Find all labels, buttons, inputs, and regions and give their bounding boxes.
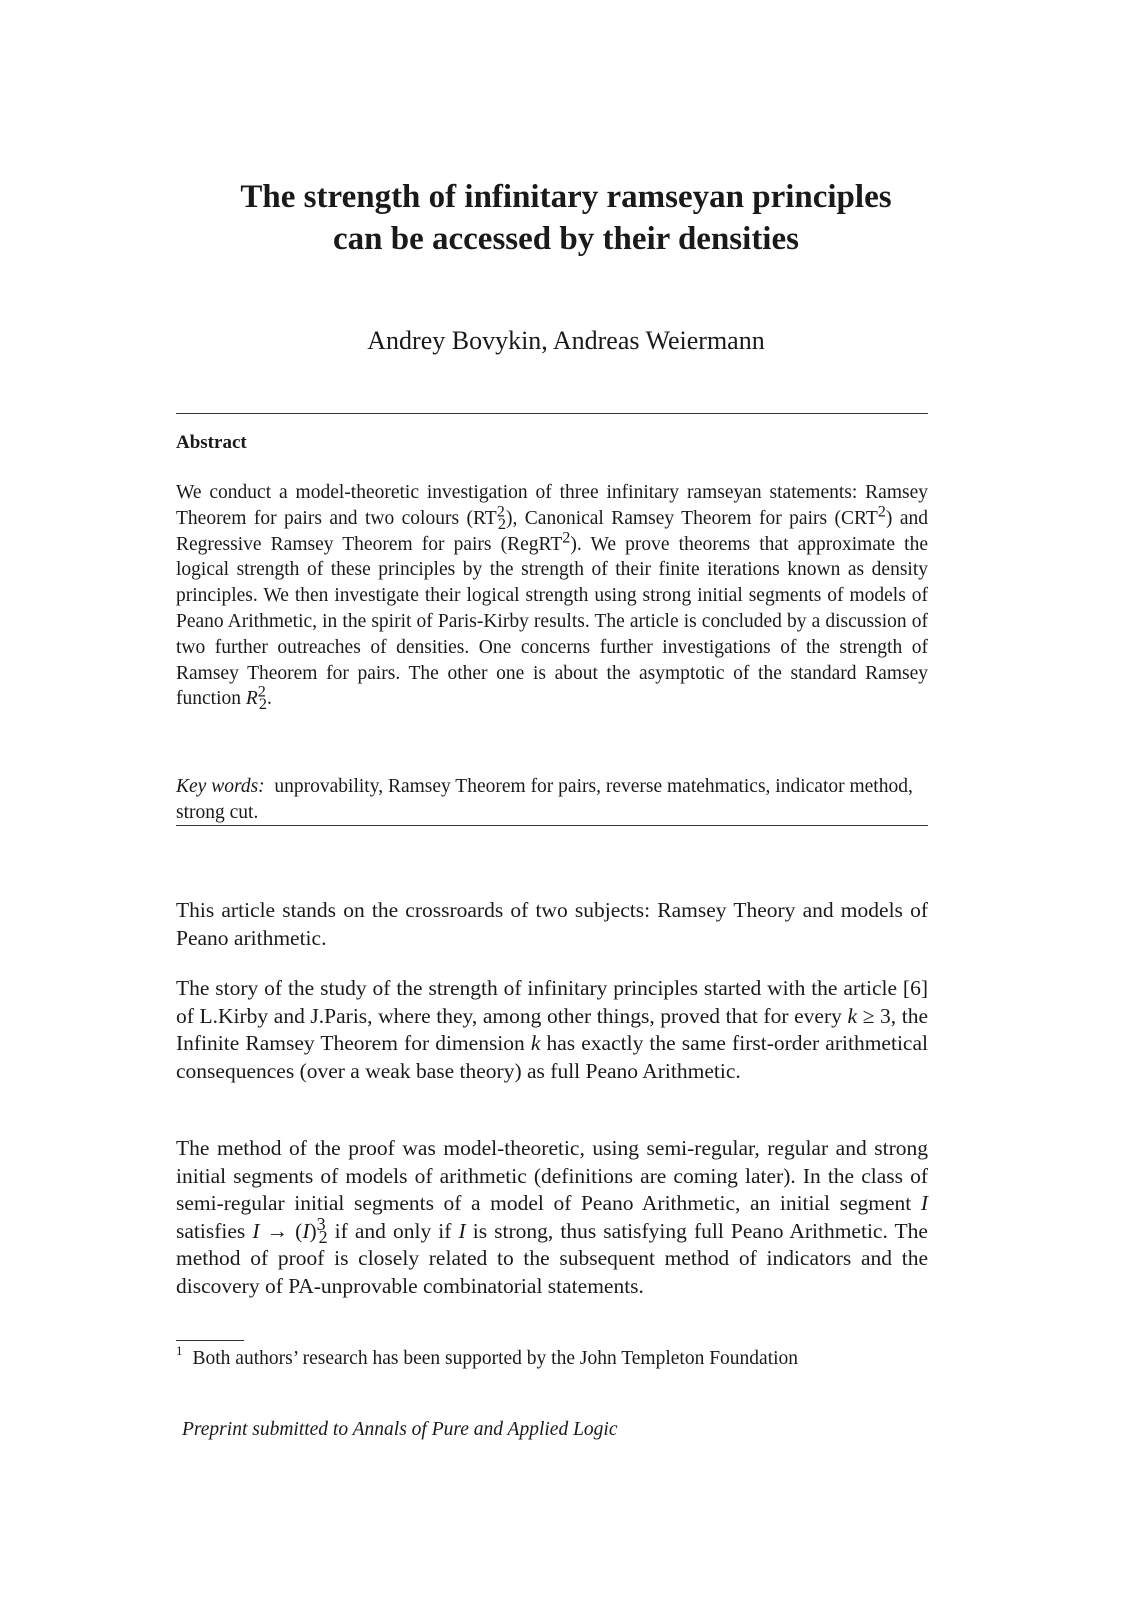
body-paragraph-2: The story of the study of the strength of infinitary principles started with the article [6] of L.Kirby and J.Paris, where they, among other things, proved that for every k ≥ 3, the Infinite Ramsey Theorem for dimension k has exactly the same first-order arithmetical consequences (over a weak base theory) as full Peano Arithmetic. bbox=[176, 976, 928, 1083]
title-line-1: The strength of infinitary ramseyan principles bbox=[240, 179, 892, 215]
abstract-bottom-rule bbox=[176, 825, 928, 826]
paper-title bbox=[150, 176, 982, 260]
body-paragraph-1: This article stands on the crossroards of two subjects: Ramsey Theory and models of Peano arithmetic. bbox=[176, 898, 928, 950]
abstract-heading: Abstract bbox=[176, 432, 247, 453]
abstract-top-rule bbox=[176, 413, 928, 414]
footnote-rule bbox=[176, 1340, 244, 1341]
footnote bbox=[176, 1342, 799, 1372]
keywords-label: Key words: bbox=[176, 776, 265, 797]
footnote-text: Both authors’ research has been supported by the John Templeton Foundation bbox=[192, 1348, 799, 1369]
keywords bbox=[176, 774, 928, 826]
title-line-2: can be accessed by their densities bbox=[333, 221, 799, 257]
keywords-text: unprovability, Ramsey Theorem for pairs, reverse matehmatics, indicator method, strong cut. bbox=[176, 776, 913, 823]
body-paragraph-3: The method of the proof was model-theoretic, using semi-regular, regular and strong initial segments of models of arithmetic (definitions are coming later). In the class of semi-regular initial segments of a model of Peano Arithmetic, an initial segment I satisfies $I \to (I)^3_2$ if and only if I is strong, thus satisfying full Peano Arithmetic. The method of proof is closely related to the subsequent method of indicators and the discovery of PA-unprovable combinatorial statements. bbox=[176, 1136, 928, 1298]
preprint-note: Preprint submitted to Annals of Pure and Applied Logic bbox=[182, 1419, 618, 1440]
footnote-mark: 1 bbox=[176, 1342, 183, 1358]
authors: Andrey Bovykin, Andreas Weiermann bbox=[367, 326, 765, 355]
abstract-text: We conduct a model-theoretic investigation of three infinitary ramseyan statements: Ramsey Theorem for pairs and two colours $(RT^2_2)$, Canonical Ramsey Theorem for pairs (CRT$^2$) and Regressive Ramsey Theorem for pairs (RegRT$^2$). We prove theorems that approximate the logical strength of these principles by the strength of their finite iterations known as density principles. We then investigate their logical strength using strong initial segments of models of Peano Arithmetic, in the spirit of Paris-Kirby results. The article is concluded by a discussion of two further outreaches of densities. One concerns further investigations of the strength of Ramsey Theorem for pairs. The other one is about the asymptotic of the standard Ramsey function $R^2_2$. bbox=[176, 482, 928, 714]
